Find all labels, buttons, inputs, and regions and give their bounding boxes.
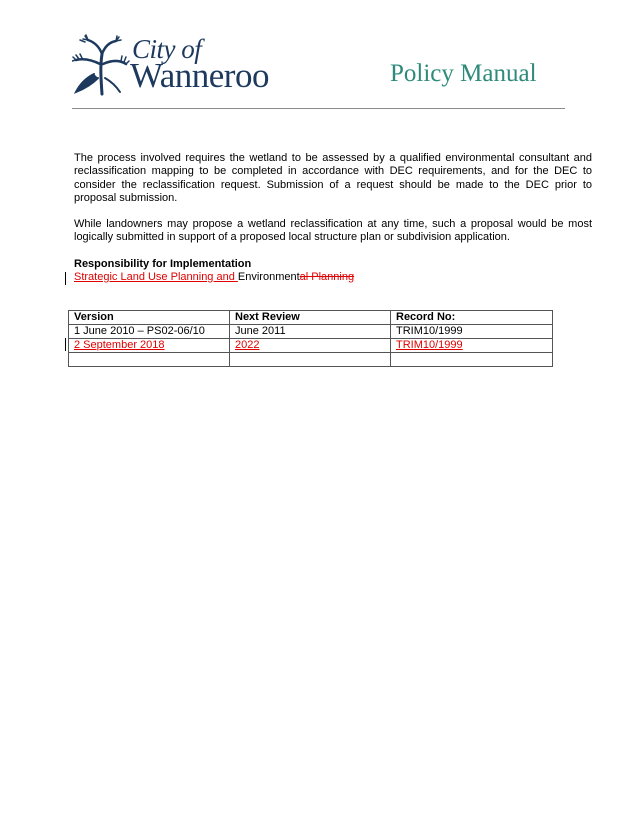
responsibility-heading: Responsibility for Implementation [74, 258, 252, 270]
logo-city-of: City of [132, 34, 202, 64]
policy-manual-title: Policy Manual [390, 60, 537, 87]
change-bar [65, 338, 66, 351]
paragraph-landowners: While landowners may propose a wetland reclassification at any time, such a proposal would be most logically submitted in support of a proposed local structure plan or subdivision application. [74, 218, 592, 244]
cell-next-review [230, 353, 391, 367]
city-logo [72, 34, 287, 96]
responsibility-text [74, 271, 354, 283]
change-bar [65, 272, 66, 285]
cell-record-no: TRIM10/1999 [391, 339, 553, 353]
cell-next-review: June 2011 [230, 325, 391, 339]
paragraph-process: The process involved requires the wetland to be assessed by a qualified environmental consultant and reclassification mapping to be completed in accordance with DEC requirements, and for the DEC to consider the reclassification request. Submission of a request should be made to the DEC prior to proposal submission. [74, 152, 592, 205]
table-row [69, 325, 553, 339]
table-header-row [69, 311, 553, 325]
kangaroo-paw-emblem-icon [72, 34, 130, 96]
logo-wanneroo: Wanneroo [130, 56, 269, 95]
inserted-text: Strategic Land Use Planning and [74, 271, 238, 283]
cell-record-no: TRIM10/1999 [391, 325, 553, 339]
header-divider [72, 108, 565, 109]
cell-record-no [391, 353, 553, 367]
table-row [69, 353, 553, 367]
deleted-text: al Planning [299, 271, 355, 283]
cell-next-review: 2022 [230, 339, 391, 353]
version-table [68, 310, 553, 367]
cell-version: 2 September 2018 [69, 339, 230, 353]
kept-text: Environment [237, 271, 300, 283]
cell-version [69, 353, 230, 367]
header-version: Version [69, 311, 230, 325]
table-row [69, 339, 553, 353]
header-record-no: Record No: [391, 311, 553, 325]
cell-version: 1 June 2010 – PS02-06/10 [69, 325, 230, 339]
header-next-review: Next Review [230, 311, 391, 325]
